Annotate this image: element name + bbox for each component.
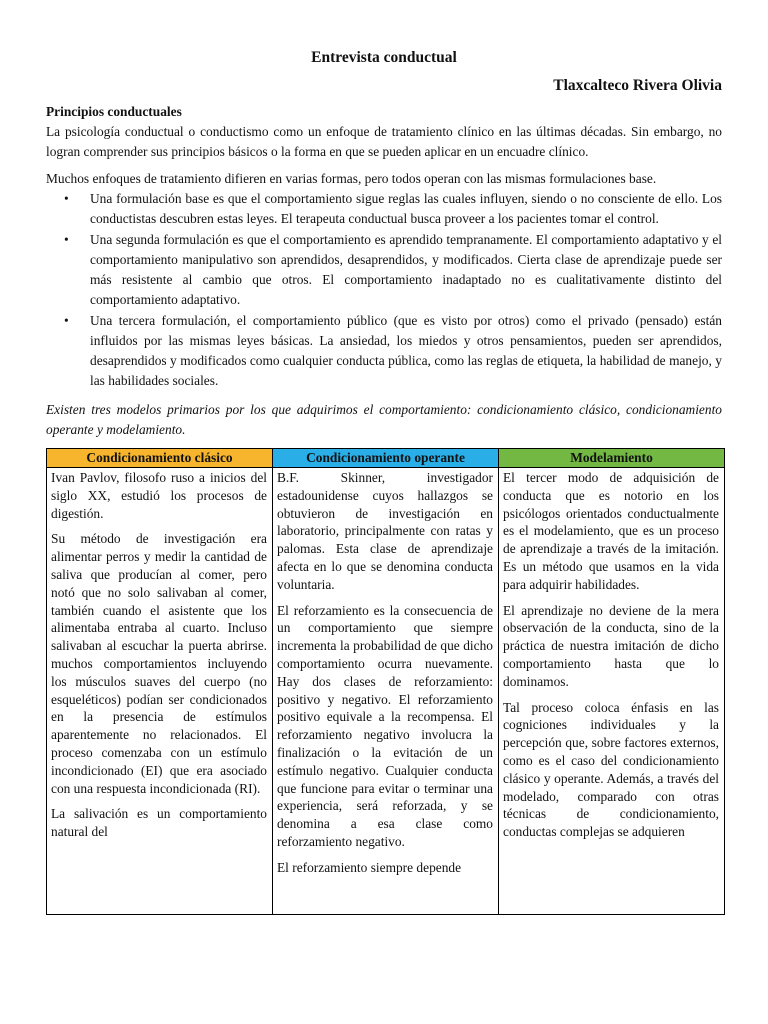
bullet-icon: • <box>64 191 69 206</box>
cell-paragraph: B.F. Skinner, investigador estadounidense cuyos hallazgos se obtuvieron de investigación en laboratorio, principalmente con ratas y palomas. Esta clase de aprendizaje afecta en lo que se denomina conducta voluntaria. <box>277 470 493 592</box>
list-item-text: Una formulación base es que el comportamiento sigue reglas las cuales influyen, siendo o no consciente de ello. Los conductistas descubren estas leyes. El terapeuta conductual busca proveer a los pacientes tomar el control. <box>90 191 722 226</box>
cell-modelamiento <box>499 468 725 915</box>
cell-paragraph: Su método de investigación era alimentar perros y medir la cantidad de saliva que producían al comer, pero notó que no solo salivaban al comer, también cuando el asistente que los alimentaba entraba al cuarto. Incluso salivaban al escuchar la puerta abrirse. muchos comportamientos incluyendo los músculos suaves del cuerpo (no esqueléticos) podían ser condicionados en la presencia de estímulos aparentemente no relacionados. El proceso comenzaba con un estímulo incondicionado (EI) que era asociado con una respuesta incondicionada (RI). <box>51 531 267 796</box>
list-item <box>64 230 722 310</box>
cell-paragraph: El aprendizaje no deviene de la mera observación de la conducta, sino de la práctica de nuestra imitación de dicho comportamiento hasta que lo dominamos. <box>503 602 719 689</box>
section-heading: Principios conductuales <box>46 104 182 119</box>
cell-paragraph: El reforzamiento es la consecuencia de un comportamiento que siempre incrementa la probabilidad de que dicho comportamiento ocurra nuevamente. Hay dos clases de reforzamiento: positivo y negativo. El reforzamiento positivo equivale a la recompensa. El reforzamiento negativo involucra la finalización o la evitación de un estímulo negativo. Cualquier conducta que funcione para evitar o terminar una experiencia, será reforzada, y se denomina a esa clase como reforzamiento negativo. <box>277 602 493 849</box>
author-name: Tlaxcalteco Rivera Olivia <box>553 77 722 94</box>
header-condicionamiento-clasico: Condicionamiento clásico <box>47 449 273 468</box>
models-intro: Existen tres modelos primarios por los que adquirimos el comportamiento: condicionamiento clásico, condicionamiento operante y modelamiento. <box>46 402 722 437</box>
cell-condicionamiento-operante <box>273 468 499 915</box>
list-item <box>64 189 722 229</box>
table-row <box>47 468 725 915</box>
cell-paragraph: Tal proceso coloca énfasis en las cogniciones individuales y la percepción que, sobre factores externos, como es el caso del condicionamiento clásico y operante. Además, a través del modelado, comparado con otras técnicas de condicionamiento, conductas complejas se adquieren <box>503 699 719 840</box>
cell-condicionamiento-clasico <box>47 468 273 915</box>
cell-paragraph: El reforzamiento siempre depende <box>277 859 462 875</box>
list-item <box>64 311 722 391</box>
bullet-icon: • <box>64 313 69 328</box>
list-item-text: Una segunda formulación es que el comportamiento es aprendido tempranamente. El comportamiento adaptativo y el comportamiento manipulativo son aprendidos, desaprendidos, y modificados. Cierta clase de aprendizaje puede ser más resistente al cambio que otros. El comportamiento inadaptado no es cualitativamente distinto del comportamiento adaptativo. <box>90 232 722 307</box>
header-condicionamiento-operante: Condicionamiento operante <box>273 449 499 468</box>
models-table <box>46 448 725 915</box>
bullet-icon: • <box>64 232 69 247</box>
cell-paragraph: Ivan Pavlov, filosofo ruso a inicios del siglo XX, estudió los procesos de digestión. <box>51 470 267 521</box>
cell-paragraph: La salivación es un comportamiento natural del <box>51 806 267 840</box>
header-modelamiento: Modelamiento <box>499 449 725 468</box>
table-header-row <box>47 449 725 468</box>
cell-paragraph: El tercer modo de adquisición de conducta que es notorio en los psicólogos orientados conductualmente es el modelamiento, que es un proceso de aprendizaje a través de la imitación. Es un método que usamos en la vida para adquirir habilidades. <box>503 470 719 592</box>
document-title: Entrevista conductual <box>311 49 457 66</box>
formulation-list <box>46 189 722 391</box>
list-item-text: Una tercera formulación, el comportamiento público (que es visto por otros) como el privado (pensado) están influidos por las mismas leyes básicas. La ansiedad, los miedos y otros pensamientos, pueden ser aprendidos, desaprendidos y modificados como cualquier conducta pública, como las reglas de etiqueta, la habilidad de manejo, y las habilidades sociales. <box>90 313 722 388</box>
formulations-paragraph: Muchos enfoques de tratamiento difieren en varias formas, pero todos operan con las mismas formulaciones base. <box>46 171 657 186</box>
intro-paragraph: La psicología conductual o conductismo como un enfoque de tratamiento clínico en las últimas décadas. Sin embargo, no logran comprender sus principios básicos o la forma en que se pueden aplicar en un encuadre clínico. <box>46 124 722 159</box>
